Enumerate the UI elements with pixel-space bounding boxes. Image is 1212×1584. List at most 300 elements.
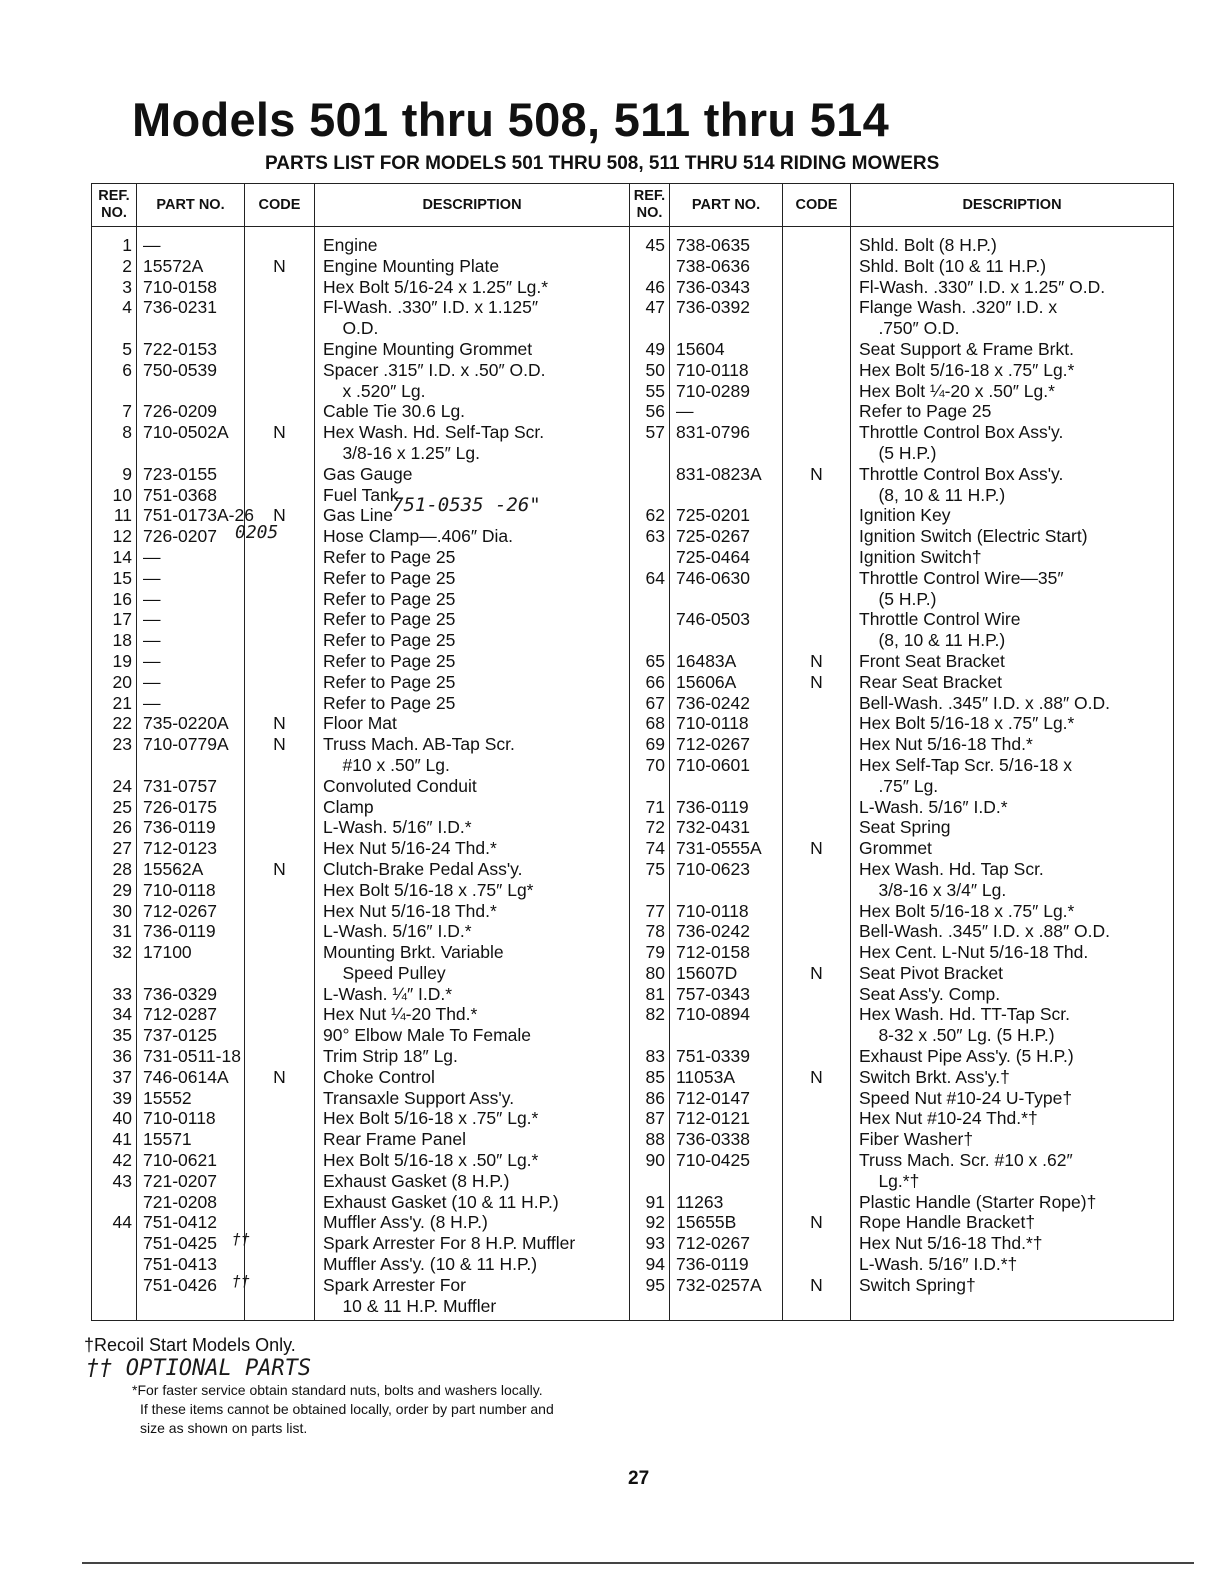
part-number-cell: 722-0153 — [143, 338, 217, 359]
ref-number-cell: 78 — [645, 921, 665, 942]
part-number-cell: 736-0119 — [143, 921, 216, 942]
ref-number-cell: 88 — [645, 1129, 665, 1150]
description-cell: Hex Bolt 5/16-18 x .75″ Lg* — [323, 879, 534, 900]
part-number-cell: 746-0630 — [676, 567, 750, 588]
description-cell: Ignition Key — [859, 505, 951, 526]
description-cell: Throttle Control Box Ass'y. — [859, 463, 1064, 484]
description-cell: Hex Nut 5/16-24 Thd.* — [323, 838, 497, 859]
part-number-cell: 712-0267 — [143, 900, 217, 921]
ref-number-cell — [630, 609, 665, 630]
part-number-cell: 726-0175 — [143, 796, 217, 817]
description-cell: Floor Mat — [323, 713, 397, 734]
description-cell: Throttle Control Box Ass'y. — [859, 422, 1064, 443]
ref-number-cell: 5 — [122, 338, 132, 359]
description-cell: Refer to Page 25 — [323, 671, 456, 692]
code-cell — [783, 1108, 850, 1129]
description-cell: (5 H.P.) — [859, 442, 937, 463]
code-cell — [245, 921, 314, 942]
description-cell: (8, 10 & 11 H.P.) — [859, 484, 1006, 505]
code-cell — [245, 630, 314, 651]
ref-number-cell: 41 — [112, 1129, 132, 1150]
ref-number-cell: 21 — [112, 692, 132, 713]
left-code-column — [245, 227, 315, 1321]
description-cell: Hex Bolt 5/16-18 x .75″ Lg.* — [859, 359, 1075, 380]
description-cell: Refer to Page 25 — [859, 401, 992, 422]
ref-number-cell — [92, 1296, 132, 1317]
ref-number-cell — [630, 464, 665, 485]
description-cell: Refer to Page 25 — [323, 546, 456, 567]
ref-number-cell: 45 — [645, 235, 665, 255]
ref-number-cell: 75 — [645, 858, 665, 879]
ref-number-cell: 71 — [645, 796, 665, 817]
code-cell — [783, 755, 850, 776]
description-cell: Ignition Switch (Electric Start) — [859, 526, 1088, 547]
code-cell — [783, 942, 850, 963]
ref-number-cell: 19 — [112, 650, 132, 671]
ref-number-cell: 56 — [645, 401, 665, 422]
ref-number-cell: 23 — [112, 734, 132, 755]
ref-number-cell: 15 — [112, 567, 132, 588]
description-cell: Hex Nut 5/16-18 Thd.*† — [859, 1233, 1043, 1254]
part-no-header: PART NO. — [670, 184, 783, 227]
right-description-column — [851, 227, 1174, 1321]
part-number-cell — [676, 318, 782, 339]
part-number-cell: 725-0464 — [676, 546, 750, 567]
code-cell — [245, 1275, 314, 1296]
ref-number-cell: 17 — [112, 609, 132, 630]
ref-number-cell: 27 — [112, 838, 132, 859]
code-cell — [245, 755, 314, 776]
code-cell — [783, 1046, 850, 1067]
code-header: CODE — [783, 184, 851, 227]
description-cell: Rear Frame Panel — [323, 1129, 466, 1150]
part-number-cell: 723-0155 — [143, 463, 217, 484]
code-cell — [783, 921, 850, 942]
ref-number-cell: 80 — [645, 962, 665, 983]
description-cell: Switch Spring† — [859, 1274, 976, 1295]
part-number-cell: 732-0257A — [676, 1274, 762, 1295]
description-cell: Hex Bolt 5/16-18 x .50″ Lg.* — [323, 1150, 539, 1171]
ref-number-cell: 50 — [645, 359, 665, 380]
description-cell: .750″ O.D. — [859, 318, 960, 339]
part-number-cell: 15572A — [143, 255, 204, 276]
part-number-cell: 721-0208 — [143, 1191, 217, 1212]
code-cell: N — [810, 1212, 823, 1233]
ref-number-cell: 18 — [112, 630, 132, 651]
part-number-cell: 710-0118 — [143, 879, 216, 900]
right-code-column — [783, 227, 851, 1321]
code-cell — [245, 1296, 314, 1317]
part-number-cell: — — [143, 630, 161, 651]
code-cell — [245, 1004, 314, 1025]
ref-number-cell: 68 — [645, 713, 665, 734]
description-cell: Gas Gauge — [323, 463, 413, 484]
description-cell: Seat Pivot Bracket — [859, 962, 1003, 983]
ref-number-cell: 79 — [645, 942, 665, 963]
description-cell: Seat Spring — [859, 817, 951, 838]
code-cell — [245, 1192, 314, 1213]
description-cell: L-Wash. 5/16″ I.D.*† — [859, 1254, 1018, 1275]
part-number-cell: 726-0207 — [143, 526, 217, 547]
description-cell: Ignition Switch† — [859, 546, 982, 567]
description-cell: Fiber Washer† — [859, 1129, 974, 1150]
code-cell — [245, 589, 314, 610]
code-cell — [783, 1129, 850, 1150]
part-number-cell: — — [143, 546, 161, 567]
code-cell — [245, 984, 314, 1005]
ref-no-header: REF. NO. — [92, 184, 137, 227]
part-number-cell: 751-0173A-26 — [143, 505, 254, 526]
ref-number-cell — [630, 880, 665, 901]
code-cell — [783, 797, 850, 818]
code-cell — [783, 1088, 850, 1109]
code-cell — [245, 235, 314, 256]
description-cell: L-Wash. 5/16″ I.D.* — [323, 817, 472, 838]
code-cell — [783, 713, 850, 734]
part-number-cell: 710-0118 — [676, 359, 749, 380]
part-number-cell: 712-0287 — [143, 1004, 217, 1025]
description-cell: (5 H.P.) — [859, 588, 937, 609]
ref-number-cell: 24 — [112, 775, 132, 796]
part-number-cell: 736-0392 — [676, 297, 750, 318]
ref-number-cell: 33 — [112, 983, 132, 1004]
ref-number-cell: 69 — [645, 734, 665, 755]
part-number-cell: 736-0343 — [676, 276, 750, 297]
ref-number-cell: 16 — [112, 588, 132, 609]
part-number-cell: 751-0368 — [143, 484, 217, 505]
ref-number-cell: 87 — [645, 1108, 665, 1129]
part-number-cell — [676, 630, 782, 651]
ref-number-cell: 7 — [122, 401, 132, 422]
table-header-row — [92, 184, 1174, 227]
ref-number-cell: 55 — [645, 380, 665, 401]
description-cell: .75″ Lg. — [859, 775, 939, 796]
description-cell: Truss Mach. AB-Tap Scr. — [323, 734, 515, 755]
ref-number-cell: 67 — [645, 692, 665, 713]
description-cell: Throttle Control Wire—35″ — [859, 567, 1064, 588]
part-number-cell: 712-0158 — [676, 942, 750, 963]
part-number-cell: 737-0125 — [143, 1025, 217, 1046]
ref-number-cell: 63 — [645, 526, 665, 547]
code-cell — [245, 776, 314, 797]
part-number-cell: 751-0412 — [143, 1212, 217, 1233]
code-cell — [245, 1212, 314, 1233]
description-cell: Engine Mounting Plate — [323, 255, 500, 276]
part-number-cell: 831-0796 — [676, 422, 750, 443]
description-cell: Grommet — [859, 838, 932, 859]
ref-number-cell: 64 — [645, 567, 665, 588]
part-number-cell: 831-0823A — [676, 463, 762, 484]
description-cell: Convoluted Conduit — [323, 775, 477, 796]
description-cell: Seat Support & Frame Brkt. — [859, 338, 1074, 359]
ref-number-cell — [630, 443, 665, 464]
code-cell — [783, 609, 850, 630]
code-cell — [245, 901, 314, 922]
ref-number-cell — [630, 318, 665, 339]
part-number-cell: 731-0757 — [143, 775, 217, 796]
ref-number-cell: 66 — [645, 671, 665, 692]
code-cell — [783, 1254, 850, 1275]
ref-number-cell: 62 — [645, 505, 665, 526]
ref-number-cell: 47 — [645, 297, 665, 318]
part-number-cell — [676, 1025, 782, 1046]
ref-number-cell: 2 — [122, 255, 132, 276]
part-number-cell — [676, 443, 782, 464]
code-cell: N — [273, 713, 286, 734]
ref-number-cell — [92, 755, 132, 776]
part-number-cell: 736-0119 — [676, 796, 749, 817]
description-cell: Shld. Bolt (8 H.P.) — [859, 235, 997, 255]
description-cell: Engine Mounting Grommet — [323, 338, 533, 359]
ref-number-cell: 40 — [112, 1108, 132, 1129]
code-cell — [245, 963, 314, 984]
handwritten-hose-clamp-correction: 0205 — [235, 522, 279, 543]
part-number-cell: 751-0413 — [143, 1254, 217, 1275]
ref-number-cell: 44 — [112, 1212, 132, 1233]
part-number-cell — [143, 443, 244, 464]
description-cell: Hex Self-Tap Scr. 5/16-18 x — [859, 754, 1073, 775]
code-cell — [783, 339, 850, 360]
code-cell — [245, 672, 314, 693]
code-cell — [245, 1171, 314, 1192]
part-number-cell: 11053A — [676, 1066, 736, 1087]
code-cell: N — [273, 505, 286, 526]
description-cell: Throttle Control Wire — [859, 609, 1021, 630]
code-cell — [783, 984, 850, 1005]
description-cell: Refer to Page 25 — [323, 588, 456, 609]
part-number-cell: 736-0338 — [676, 1129, 750, 1150]
code-cell — [783, 1192, 850, 1213]
ref-number-cell — [630, 589, 665, 610]
part-number-cell — [143, 1296, 244, 1317]
code-cell: N — [810, 650, 823, 671]
code-cell — [783, 817, 850, 838]
page-number: 27 — [628, 1468, 650, 1489]
part-number-cell: 710-0158 — [143, 276, 217, 297]
code-cell — [783, 443, 850, 464]
description-cell: L-Wash. 5/16″ I.D.* — [323, 921, 472, 942]
description-cell: Hex Nut ¼-20 Thd.* — [323, 1004, 478, 1025]
part-number-cell: 710-0894 — [676, 1004, 750, 1025]
part-number-cell: 736-0242 — [676, 692, 750, 713]
description-cell: Hex Cent. L-Nut 5/16-18 Thd. — [859, 942, 1089, 963]
part-number-cell: 15604 — [676, 338, 725, 359]
ref-number-cell: 74 — [645, 838, 665, 859]
left-description-column — [315, 227, 630, 1321]
ref-number-cell: 35 — [112, 1025, 132, 1046]
ref-number-cell: 70 — [645, 754, 665, 775]
part-number-cell: 725-0267 — [676, 526, 750, 547]
ref-number-cell: 86 — [645, 1087, 665, 1108]
part-number-cell: 710-0425 — [676, 1150, 750, 1171]
code-cell — [783, 1004, 850, 1025]
parts-table — [91, 183, 1174, 1321]
description-cell: Muffler Ass'y. (10 & 11 H.P.) — [323, 1254, 538, 1275]
description-cell: Clamp — [323, 796, 374, 817]
part-number-cell: 712-0121 — [676, 1108, 750, 1129]
part-number-cell: 17100 — [143, 942, 192, 963]
ref-number-cell — [630, 256, 665, 277]
code-cell — [783, 776, 850, 797]
part-number-cell: 736-0329 — [143, 983, 217, 1004]
code-cell — [245, 339, 314, 360]
part-number-cell: 736-0119 — [143, 817, 216, 838]
description-cell: Hex Bolt 5/16-18 x .75″ Lg.* — [859, 713, 1075, 734]
code-cell — [245, 360, 314, 381]
description-cell: Hex Nut 5/16-18 Thd.* — [859, 734, 1033, 755]
code-cell — [245, 1088, 314, 1109]
code-cell — [245, 297, 314, 318]
description-cell: Bell-Wash. .345″ I.D. x .88″ O.D. — [859, 921, 1110, 942]
ref-number-cell: 65 — [645, 650, 665, 671]
ref-number-cell — [630, 485, 665, 506]
description-cell: Lg.*† — [859, 1170, 920, 1191]
ref-number-cell: 12 — [112, 526, 132, 547]
ref-number-cell: 94 — [645, 1254, 665, 1275]
code-cell — [783, 360, 850, 381]
code-cell — [783, 485, 850, 506]
description-cell: (8, 10 & 11 H.P.) — [859, 630, 1006, 651]
part-number-cell: 710-0621 — [143, 1150, 217, 1171]
part-number-cell — [143, 318, 244, 339]
part-number-cell: 731-0511-18 — [143, 1046, 241, 1067]
description-cell: Switch Brkt. Ass'y.† — [859, 1066, 1010, 1087]
recoil-footnote: †Recoil Start Models Only. — [84, 1335, 296, 1355]
part-number-cell: 736-0231 — [143, 297, 217, 318]
code-cell — [245, 651, 314, 672]
code-cell — [783, 693, 850, 714]
ref-number-cell: 37 — [112, 1066, 132, 1087]
code-cell — [245, 1129, 314, 1150]
ref-number-cell: 85 — [645, 1066, 665, 1087]
part-number-cell — [143, 963, 244, 984]
service-footnote: *For faster service obtain standard nuts, bolts and washers locally. — [132, 1382, 543, 1398]
part-number-cell: 710-0502A — [143, 422, 229, 443]
description-cell: Hex Bolt 5/16-18 x .75″ Lg.* — [859, 900, 1075, 921]
description-cell: Fuel Tank — [323, 484, 399, 505]
code-cell: N — [810, 962, 823, 983]
part-number-cell — [676, 1171, 782, 1192]
part-number-cell — [143, 755, 244, 776]
description-cell: Hex Wash. Hd. Tap Scr. — [859, 858, 1044, 879]
code-cell — [245, 485, 314, 506]
code-cell — [245, 942, 314, 963]
description-cell: Hex Wash. Hd. Self-Tap Scr. — [323, 422, 545, 443]
ref-number-cell: 14 — [112, 546, 132, 567]
ref-number-cell: 42 — [112, 1150, 132, 1171]
code-cell — [783, 297, 850, 318]
part-number-cell — [676, 589, 782, 610]
ref-number-cell: 72 — [645, 817, 665, 838]
part-number-cell: — — [143, 671, 161, 692]
code-cell — [783, 1025, 850, 1046]
code-cell — [783, 381, 850, 402]
code-cell — [783, 1150, 850, 1171]
code-cell — [245, 838, 314, 859]
ref-number-cell: 1 — [122, 235, 132, 255]
code-cell: N — [273, 1066, 286, 1087]
ref-number-cell: 9 — [122, 463, 132, 484]
description-cell: Fl-Wash. .330″ I.D. x 1.125″ — [323, 297, 539, 318]
code-cell — [245, 1108, 314, 1129]
code-cell — [783, 422, 850, 443]
code-cell: N — [273, 858, 286, 879]
ref-number-cell: 31 — [112, 921, 132, 942]
part-number-cell: 712-0147 — [676, 1087, 750, 1108]
description-cell: Spark Arrester For — [323, 1274, 466, 1295]
part-number-cell: 757-0343 — [676, 983, 750, 1004]
code-cell — [245, 1233, 314, 1254]
ref-number-cell — [630, 547, 665, 568]
description-cell: Mounting Brkt. Variable — [323, 942, 504, 963]
description-cell: #10 x .50″ Lg. — [323, 754, 450, 775]
ref-number-cell: 3 — [122, 276, 132, 297]
description-cell: Refer to Page 25 — [323, 630, 456, 651]
page-title: Models 501 thru 508, 511 thru 514 — [132, 93, 890, 146]
code-cell — [245, 443, 314, 464]
code-cell: N — [810, 463, 823, 484]
part-number-cell: — — [676, 401, 694, 422]
ref-number-cell — [630, 630, 665, 651]
ref-number-cell: 32 — [112, 942, 132, 963]
code-cell — [245, 880, 314, 901]
code-cell — [783, 630, 850, 651]
ref-number-cell — [92, 963, 132, 984]
description-cell: Rear Seat Bracket — [859, 671, 1002, 692]
description-cell: Exhaust Gasket (8 H.P.) — [323, 1170, 510, 1191]
description-cell: Transaxle Support Ass'y. — [323, 1087, 515, 1108]
description-cell: Clutch-Brake Pedal Ass'y. — [323, 858, 523, 879]
part-number-cell: 736-0119 — [676, 1254, 749, 1275]
handwritten-optional-mark: †† — [232, 1230, 251, 1248]
description-cell: Refer to Page 25 — [323, 609, 456, 630]
code-cell — [783, 734, 850, 755]
description-cell: Hex Nut #10-24 Thd.*† — [859, 1108, 1038, 1129]
part-number-cell: 746-0614A — [143, 1066, 229, 1087]
description-cell: Front Seat Bracket — [859, 650, 1005, 671]
part-number-cell: 710-0601 — [676, 754, 750, 775]
description-cell: Fl-Wash. .330″ I.D. x 1.25″ O.D. — [859, 276, 1106, 297]
bottom-rule — [82, 1562, 1194, 1564]
code-cell — [783, 526, 850, 547]
part-number-cell: 731-0555A — [676, 838, 762, 859]
description-cell: Truss Mach. Scr. #10 x .62″ — [859, 1150, 1073, 1171]
code-cell: N — [810, 671, 823, 692]
part-number-cell: 11263 — [676, 1191, 724, 1212]
part-number-cell: — — [143, 567, 161, 588]
part-number-cell: 15571 — [143, 1129, 192, 1150]
part-number-cell: 15655B — [676, 1212, 737, 1233]
part-number-cell: — — [143, 692, 161, 713]
right-part-column — [670, 227, 783, 1321]
description-cell: Shld. Bolt (10 & 11 H.P.) — [859, 255, 1047, 276]
description-cell: Exhaust Gasket (10 & 11 H.P.) — [323, 1191, 559, 1212]
ref-number-cell — [630, 776, 665, 797]
part-number-cell: — — [143, 650, 161, 671]
description-cell: Flange Wash. .320″ I.D. x — [859, 297, 1058, 318]
left-part-column — [137, 227, 254, 1321]
description-cell: Spark Arrester For 8 H.P. Muffler — [323, 1233, 576, 1254]
ref-number-cell: 22 — [112, 713, 132, 734]
part-number-cell: 721-0207 — [143, 1170, 217, 1191]
description-cell: Refer to Page 25 — [323, 692, 456, 713]
code-cell: N — [810, 1274, 823, 1295]
part-number-cell: 712-0267 — [676, 1233, 750, 1254]
part-number-cell: 736-0242 — [676, 921, 750, 942]
code-cell — [783, 880, 850, 901]
handwritten-optional-parts-note: †† OPTIONAL PARTS — [86, 1356, 312, 1381]
ref-number-cell: 25 — [112, 796, 132, 817]
